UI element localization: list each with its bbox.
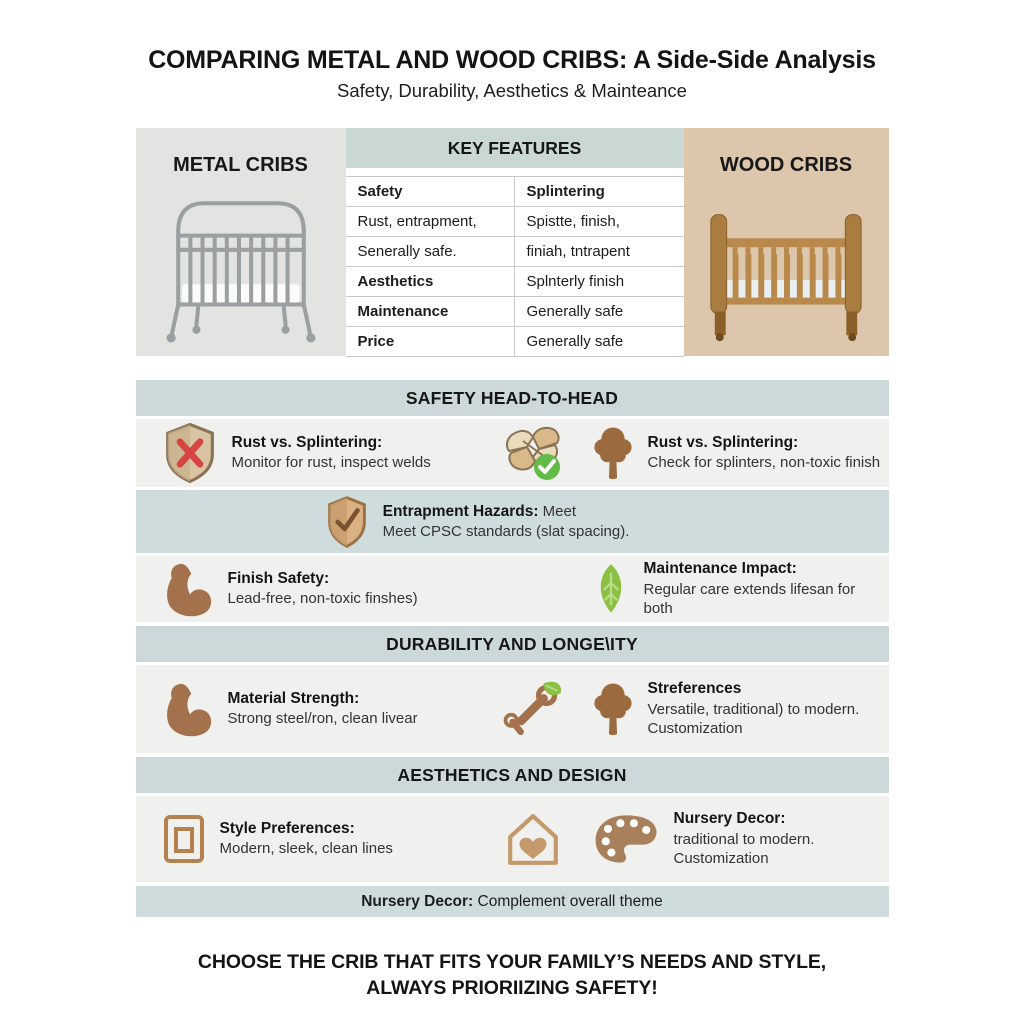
nursery-strip-text: Complement overall theme [473, 893, 663, 910]
table-cell: finiah, tntrapent [514, 237, 684, 266]
safety-row-entrapment [136, 490, 889, 553]
palette-icon [592, 812, 660, 866]
table-cell: Generally safe [514, 327, 684, 356]
wood-safety-body: Check for splinters, non-toxic finish [647, 454, 881, 472]
leaf-icon [592, 563, 630, 615]
table-row [346, 297, 684, 327]
metal-cribs-label: METAL CRIBS [173, 154, 308, 176]
wrench-leaf-icon [501, 676, 565, 742]
table-row [346, 237, 684, 267]
frame-icon [162, 813, 206, 865]
tree-icon [592, 680, 634, 738]
entrapment-heading: Entrapment Hazards: [382, 502, 539, 520]
table-cell: Senerally safe. [357, 243, 457, 260]
maintenance-impact-heading: Maintenance Impact: [643, 560, 797, 578]
maintenance-impact-body: Regular care extends lifesan for both [643, 580, 856, 618]
safety-row-rust-splintering [136, 419, 889, 487]
wood-cribs-label: WOOD CRIBS [719, 154, 853, 176]
wood-durability-heading: Streferences [647, 680, 742, 698]
metal-safety-text [232, 433, 431, 473]
style-preferences-text [220, 819, 393, 859]
content-column [136, 128, 889, 917]
shield-x-icon [162, 422, 218, 484]
entrapment-text [383, 502, 630, 542]
page-subtitle: Safety, Durability, Aesthetics & Mainteance [337, 80, 687, 101]
aesthetics-row [136, 796, 889, 882]
comparison-block [136, 128, 889, 356]
maintenance-impact-text [643, 559, 888, 618]
table-cell: Generally safe [514, 297, 684, 326]
safety-section-header: SAFETY HEAD-TO-HEAD [136, 380, 889, 416]
wood-durability-text [648, 679, 860, 738]
handshake-check-icon [501, 423, 565, 483]
table-row [346, 207, 684, 237]
table-row [346, 267, 684, 297]
metal-safety-body: Monitor for rust, inspect welds [231, 454, 431, 472]
wood-durability-body: Versatile, traditional) to modern. [647, 700, 860, 718]
style-preferences-heading: Style Preferences: [219, 820, 355, 838]
nursery-decor-text [674, 809, 815, 868]
durability-section-header: DURABILITY AND LONGE\ITY [136, 626, 889, 662]
key-features-table [346, 128, 684, 356]
table-cell: Aesthetics [357, 273, 434, 290]
nursery-strip-label: Nursery Decor: [361, 893, 474, 910]
key-features-rows [346, 176, 684, 357]
aesthetics-section-header: AESTHETICS AND DESIGN [136, 757, 889, 793]
key-features-header: KEY FEATURES [346, 128, 684, 168]
material-strength-text [228, 689, 418, 729]
table-cell: Splintering [514, 177, 684, 206]
style-preferences-body: Modern, sleek, clean lines [219, 840, 393, 858]
footer-callout: CHOOSE THE CRIB THAT FITS YOUR FAMILY’S NEEDS AND STYLE, ALWAYS PRIORIIZING SAFETY! [197, 951, 827, 1000]
nursery-decor-heading: Nursery Decor: [673, 810, 786, 828]
house-heart-icon [505, 810, 561, 868]
wood-crib-illustration [697, 185, 875, 347]
material-strength-body: Strong steel/ron, clean livear [227, 710, 418, 728]
nursery-decor-body: traditional to modern. [673, 830, 815, 848]
wood-safety-text [648, 433, 881, 473]
table-cell: Splnterly finish [514, 267, 684, 296]
metal-safety-heading: Rust vs. Splintering: [231, 434, 383, 452]
table-row [346, 177, 684, 207]
table-cell: Price [357, 333, 395, 350]
entrapment-heading-suffix: Meet [538, 502, 577, 520]
muscle-icon [162, 559, 214, 619]
table-row [346, 327, 684, 357]
finish-safety-heading: Finish Safety: [227, 570, 330, 588]
muscle-icon [162, 679, 214, 739]
header [0, 0, 1024, 102]
nursery-decor-body2: Customization [673, 850, 769, 868]
material-strength-heading: Material Strength: [227, 690, 360, 708]
wood-safety-heading: Rust vs. Splintering: [647, 434, 799, 452]
wood-cribs-panel [684, 128, 889, 356]
metal-cribs-panel [136, 128, 346, 356]
table-cell: Safety [357, 183, 403, 200]
wood-durability-body2: Customization [647, 720, 743, 738]
shield-check-icon [325, 494, 369, 550]
table-cell: Maintenance [357, 303, 449, 320]
table-cell: Spistte, finish, [514, 207, 684, 236]
table-cell: Rust, entrapment, [357, 213, 477, 230]
safety-row-finish [136, 556, 889, 622]
page-title: COMPARING METAL AND WOOD CRIBS: A Side-Side Analysis [148, 46, 876, 74]
entrapment-body: Meet CPSC standards (slat spacing). [382, 522, 630, 540]
finish-safety-text [228, 569, 418, 609]
nursery-strip [136, 886, 889, 917]
tree-icon [592, 424, 634, 482]
durability-row [136, 665, 889, 753]
finish-safety-body: Lead-free, non-toxic finshes) [227, 590, 418, 608]
metal-crib-illustration [148, 185, 334, 347]
